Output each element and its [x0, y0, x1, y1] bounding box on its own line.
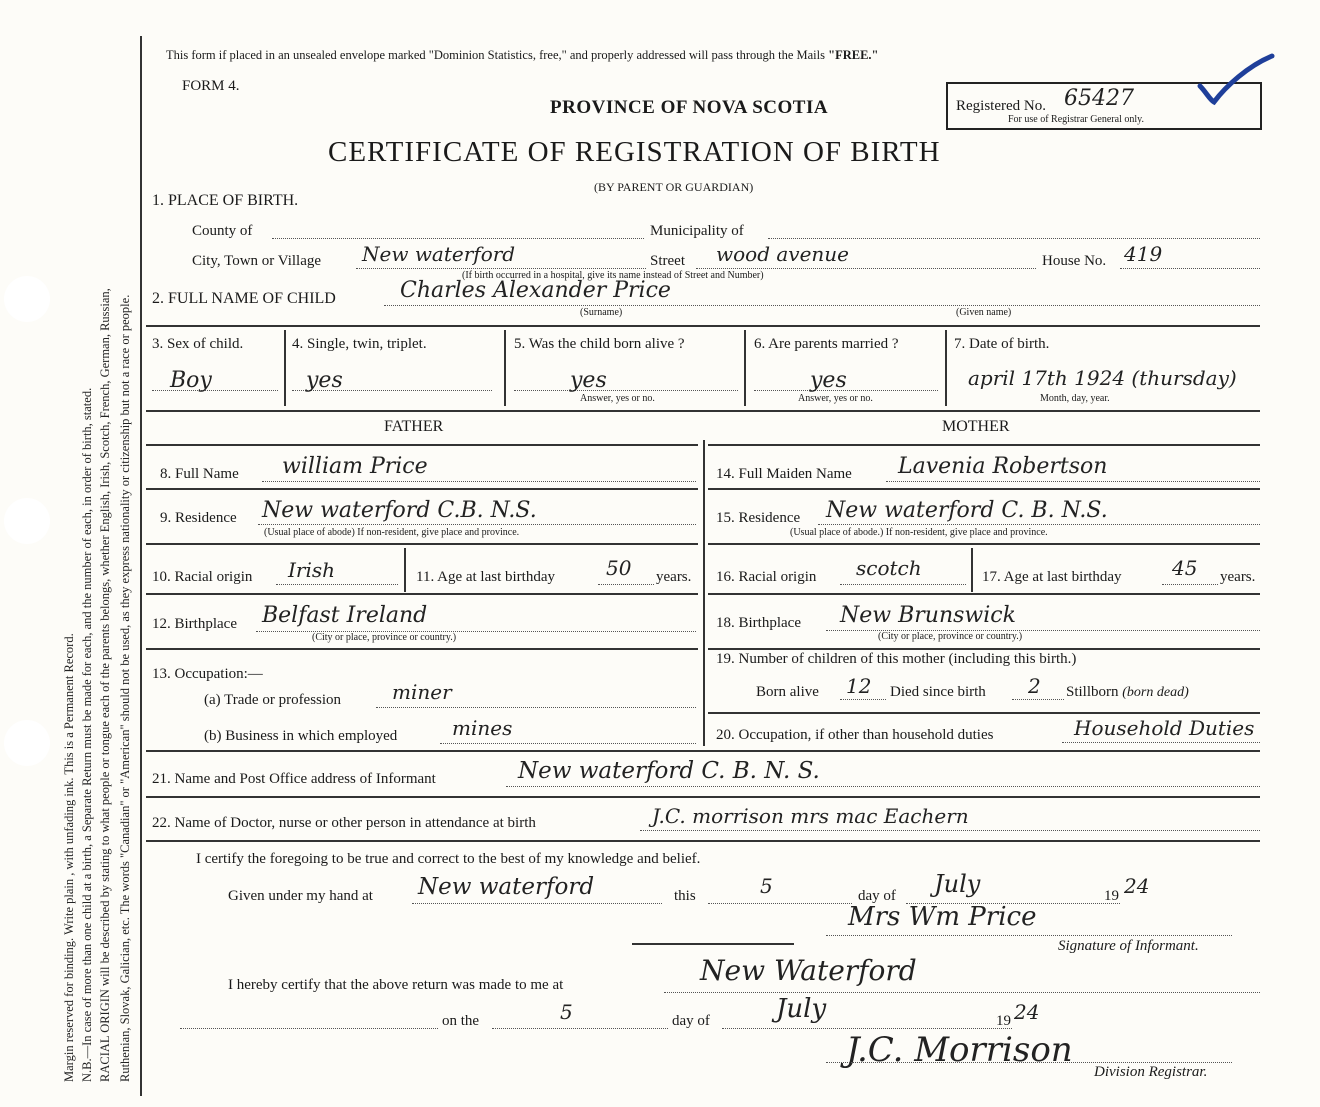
stillborn-note: (born dead) [1122, 685, 1189, 700]
registrar-month-line [722, 1028, 1012, 1029]
day-of-label: day of [858, 888, 896, 904]
father-heading-rule [146, 444, 698, 446]
father-years-label: years. [656, 569, 692, 585]
single-twin-label: 4. Single, twin, triplet. [292, 336, 427, 352]
father-residence-label: 9. Residence [160, 510, 237, 526]
father-name-line [262, 481, 696, 482]
registered-label: Registered No. [956, 98, 1046, 114]
born-alive-count-label: Born alive [756, 684, 819, 700]
mother-age-label: 17. Age at last birthday [982, 569, 1122, 585]
margin-note-racial-origin-cont: Ruthenian, Slovak, Galician, etc. The words "Canadian" or "American" should not be used, as they express nationality or citizenship but not a race or people. [118, 294, 132, 1082]
mother-racial-line [840, 584, 966, 585]
margin-note-binding: Margin reserved for binding. Write plain , with unfading ink. This is a Permanent Record. [62, 633, 76, 1082]
registrar-place-line [664, 992, 1260, 993]
father-racial-line [276, 584, 398, 585]
single-twin-value: yes [306, 368, 343, 393]
doctor-label: 22. Name of Doctor, nurse or other person in attendance at birth [152, 815, 536, 831]
certify-statement: I certify the foregoing to be true and correct to the best of my knowledge and belief. [196, 851, 701, 867]
father-business-value: mines [452, 716, 513, 740]
mother-occupation-label: 20. Occupation, if other than household duties [716, 727, 994, 743]
father-residence-line [258, 524, 696, 525]
place-of-birth-heading: 1. PLACE OF BIRTH. [152, 192, 299, 209]
margin-note-racial-origin: RACIAL ORIGIN will be described by stating to what people or tongue each of the parents belongs, whether English, Irish, Scotch, French, German, Russian, [98, 288, 112, 1082]
street-value: wood avenue [716, 242, 850, 266]
born-alive-count-value: 12 [846, 674, 872, 698]
mother-residence-label: 15. Residence [716, 510, 801, 526]
registrar-month-value: July [776, 994, 827, 1024]
father-racial-value: Irish [288, 558, 336, 582]
house-value: 419 [1124, 242, 1163, 266]
divider-certification-top [146, 840, 1260, 842]
registrar-certify-label: I hereby certify that the above return was made to me at [228, 977, 564, 993]
date-of-birth-note: Month, day, year. [1040, 393, 1110, 404]
mother-age-value: 45 [1172, 556, 1198, 580]
registered-number: 65427 [1064, 86, 1134, 111]
child-name-line [384, 305, 1260, 306]
margin-note-multiple-births: N.B.—In case of more than one child at a birth, a Separate Return must be made for each, and the number of each, in order of birth, stated. [80, 387, 94, 1082]
street-label: Street [650, 253, 685, 269]
mother-residence-line [818, 524, 1260, 525]
registrar-place-value: New Waterford [700, 954, 917, 987]
date-of-birth-value: april 17th 1924 (thursday) [968, 366, 1237, 390]
month-value: July [934, 870, 981, 898]
registrar-year-value: 24 [1014, 1000, 1040, 1024]
divider-doctor-top [146, 796, 1260, 798]
mother-name-line [886, 481, 1260, 482]
given-place-value: New waterford [418, 874, 595, 900]
mother-birthplace-value: New Brunswick [840, 603, 1016, 628]
province-heading: PROVINCE OF NOVA SCOTIA [550, 97, 829, 118]
on-the-line [492, 1028, 668, 1029]
punch-hole-top [4, 276, 50, 322]
father-occupation-label: 13. Occupation:— [152, 666, 263, 682]
father-heading: FATHER [384, 418, 444, 435]
registrar-signature-line [826, 1062, 1232, 1063]
form-number: FORM 4. [182, 78, 240, 94]
county-label: County of [192, 223, 253, 239]
registrar-day-of-label: day of [672, 1013, 710, 1029]
punch-hole-middle [4, 498, 50, 544]
doctor-line [640, 830, 1260, 831]
mother-birthplace-label: 18. Birthplace [716, 615, 801, 631]
sex-value: Boy [170, 368, 212, 393]
parents-married-value: yes [810, 368, 847, 393]
mother-birthplace-note: (City or place, province or country.) [878, 631, 1023, 642]
registrar-name-line [180, 1028, 438, 1029]
signature-of-informant-label: Signature of Informant. [1058, 938, 1199, 954]
county-line [272, 238, 644, 239]
city-label: City, Town or Village [192, 253, 322, 269]
father-age-divider [404, 548, 406, 592]
father-trade-value: miner [392, 680, 452, 704]
mother-rule-16 [708, 593, 1260, 595]
child-name-label: 2. FULL NAME OF CHILD [152, 290, 336, 307]
born-alive-count-line [840, 699, 886, 700]
father-trade-line [376, 707, 696, 708]
divider-parents-top [146, 410, 1260, 412]
doctor-value: J.C. morrison mrs mac Eachern [652, 804, 969, 828]
father-age-value: 50 [606, 556, 632, 580]
died-since-birth-value: 2 [1028, 674, 1041, 698]
mother-occupation-value: Household Duties [1074, 716, 1255, 740]
mother-name-label: 14. Full Maiden Name [716, 466, 852, 482]
certification-separator [632, 943, 794, 945]
father-trade-label: (a) Trade or profession [204, 692, 342, 708]
year-value: 24 [1124, 874, 1150, 898]
born-alive-label: 5. Was the child born alive ? [514, 336, 685, 352]
born-alive-value: yes [570, 368, 607, 393]
died-since-birth-label: Died since birth [890, 684, 986, 700]
margin-border [140, 36, 142, 1096]
mother-children-label: 19. Number of children of this mother (including this birth.) [716, 651, 1077, 667]
punch-hole-bottom [4, 720, 50, 766]
mother-name-value: Lavenia Robertson [898, 454, 1108, 479]
informant-line [506, 786, 1260, 787]
on-the-value: 5 [560, 1000, 573, 1024]
stillborn-label [1066, 684, 1189, 701]
mother-heading: MOTHER [942, 418, 1010, 435]
mother-age-line [1162, 584, 1218, 585]
informant-signature: Mrs Wm Price [848, 902, 1037, 932]
house-line [1120, 268, 1260, 269]
divider-col-4 [284, 330, 286, 406]
sex-label: 3. Sex of child. [152, 336, 244, 352]
divider-col-5 [504, 330, 506, 406]
page-title: CERTIFICATE OF REGISTRATION OF BIRTH [328, 136, 941, 168]
divider-informant-top [146, 750, 1260, 752]
given-name-note: (Given name) [956, 307, 1012, 318]
stillborn-text: Stillborn [1066, 684, 1119, 700]
street-line [696, 268, 1036, 269]
surname-note: (Surname) [580, 307, 623, 318]
page-subtitle: (BY PARENT OR GUARDIAN) [594, 180, 754, 194]
registrar-note: For use of Registrar General only. [1008, 114, 1144, 125]
informant-signature-line [826, 935, 1232, 936]
mother-rule-15 [708, 543, 1260, 545]
date-of-birth-label: 7. Date of birth. [954, 336, 1050, 352]
father-birthplace-label: 12. Birthplace [152, 616, 237, 632]
given-place-line [412, 903, 662, 904]
born-alive-line [514, 390, 738, 391]
father-birthplace-note: (City or place, province or country.) [312, 632, 457, 643]
father-age-line [598, 584, 654, 585]
informant-value: New waterford C. B. N. S. [518, 758, 820, 784]
check-mark-icon [1196, 50, 1276, 113]
father-rule-12 [146, 648, 698, 650]
father-name-label: 8. Full Name [160, 466, 239, 482]
divider-col-6 [744, 330, 746, 406]
mother-occupation-line [1062, 742, 1260, 743]
mail-note: This form if placed in an unsealed envelope marked "Dominion Statistics, free," and properly addressed will pass through the Mails "FREE." [166, 48, 879, 62]
this-day-value: 5 [760, 874, 773, 898]
hospital-note: (If birth occurred in a hospital, give its name instead of Street and Number) [462, 270, 764, 281]
divider-parents-middle [703, 440, 705, 746]
year-prefix: 19 [1104, 888, 1119, 904]
father-rule-9 [146, 543, 698, 545]
mother-heading-rule [708, 444, 1260, 446]
father-racial-label: 10. Racial origin [152, 569, 253, 585]
father-residence-note: (Usual place of abode) If non-resident, give place and province. [264, 527, 520, 538]
divider-col-7 [945, 330, 947, 406]
city-line [356, 268, 646, 269]
mother-age-divider [971, 548, 973, 592]
father-business-label: (b) Business in which employed [204, 728, 398, 744]
municipality-label: Municipality of [650, 223, 744, 239]
mother-racial-value: scotch [856, 556, 922, 580]
mother-rule-14 [708, 488, 1260, 490]
father-name-value: william Price [282, 454, 428, 479]
informant-label: 21. Name and Post Office address of Informant [152, 771, 436, 787]
father-age-label: 11. Age at last birthday [416, 569, 555, 585]
city-value: New waterford [362, 242, 516, 266]
division-registrar-label: Division Registrar. [1094, 1064, 1208, 1080]
father-rule-10 [146, 593, 698, 595]
parents-married-label: 6. Are parents married ? [754, 336, 899, 352]
mother-residence-note: (Usual place of abode.) If non-resident, give place and province. [790, 527, 1048, 538]
mother-rule-18 [708, 648, 1260, 650]
mother-residence-value: New waterford C. B. N.S. [826, 498, 1108, 523]
mother-rule-19 [708, 712, 1260, 714]
on-the-label: on the [442, 1013, 480, 1029]
mother-years-label: years. [1220, 569, 1256, 585]
died-since-birth-line [1012, 699, 1064, 700]
mother-racial-label: 16. Racial origin [716, 569, 817, 585]
divider-row-3 [146, 325, 1260, 327]
registrar-year-prefix: 19 [996, 1013, 1011, 1029]
father-business-line [440, 743, 696, 744]
father-rule-8 [146, 488, 698, 490]
father-birthplace-value: Belfast Ireland [262, 603, 428, 628]
born-alive-note: Answer, yes or no. [580, 393, 655, 404]
this-label: this [674, 888, 696, 904]
father-residence-value: New waterford C.B. N.S. [262, 498, 537, 523]
house-label: House No. [1042, 253, 1107, 269]
child-name-value: Charles Alexander Price [400, 278, 671, 303]
given-under-hand-label: Given under my hand at [228, 888, 373, 904]
this-line [708, 903, 852, 904]
parents-married-note: Answer, yes or no. [798, 393, 873, 404]
registrar-signature: J.C. Morrison [846, 1030, 1073, 1070]
municipality-line [768, 238, 1260, 239]
